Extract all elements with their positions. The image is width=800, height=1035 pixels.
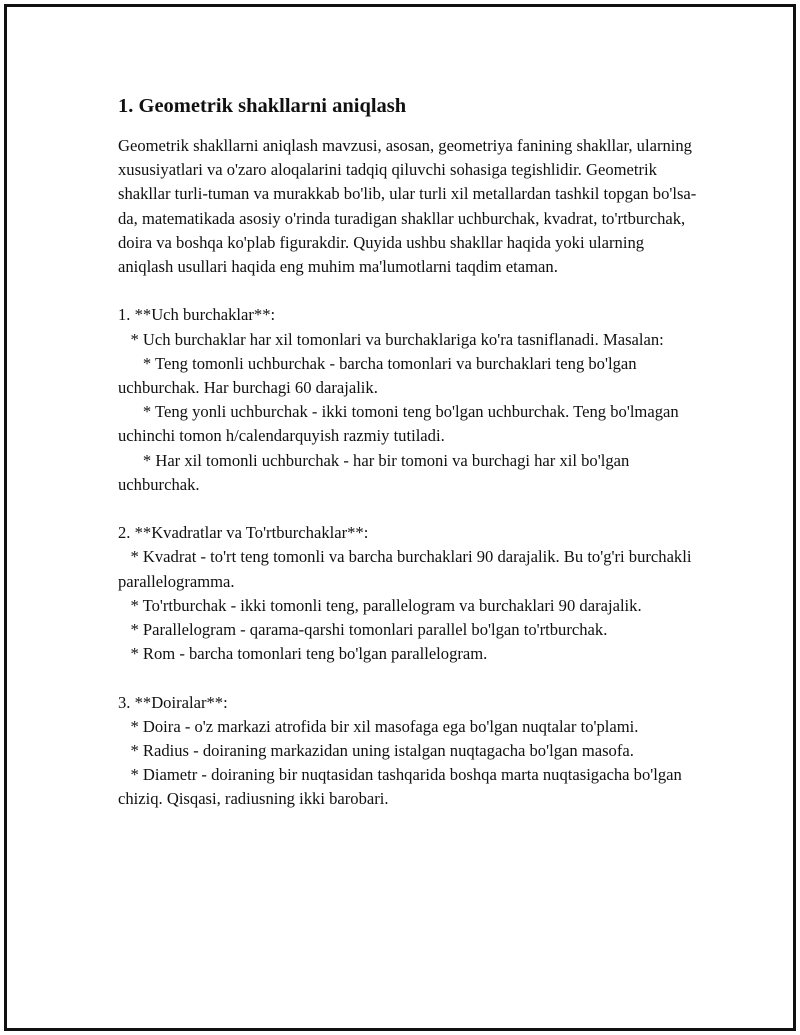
section-squares-rectangles: 2. **Kvadratlar va To'rtburchaklar**: * Kvadrat - to'rt teng tomonli va barcha burchaklari 90 darajalik. Bu to'g'ri burchakli parallelogramma. * To'rtburchak - ikki tomonli teng, parallelogram va burchaklari 90 darajalik. * Parallelogram - qarama-qarshi tomonlari parallel bo'lgan to'rtburchak. * Rom - barcha tomonlari teng bo'lgan parallelogram.: [118, 523, 692, 664]
document-body: [118, 92, 698, 812]
document-title: 1. Geometrik shakllarni aniqlash: [118, 95, 407, 117]
section-triangles: 1. **Uch burchaklar**: * Uch burchaklar har xil tomonlari va burchaklariga ko'ra tasniflanadi. Masalan: * Teng tomonli uchburchak - barcha tomonlari va burchaklari teng bo'lgan uchburchak. Har burchagi 60 darajalik. * Teng yonli uchburchak - ikki tomoni teng bo'lgan uchburchak. Teng bo'lmagan uchinchi tomon h/calendarquyish razmiy tutiladi. * Har xil tomonli uchburchak - har bir tomoni va burchagi har xil bo'lgan uchburchak.: [118, 305, 679, 494]
section-circles: 3. **Doiralar**: * Doira - o'z markazi atrofida bir xil masofaga ega bo'lgan nuqtalar to'plami. * Radius - doiraning markazidan uning istalgan nuqtagacha bo'lgan masofa. * Diametr - doiraning bir nuqtasidan tashqarida boshqa marta nuqtasigacha bo'lgan chiziq. Qisqasi, radiusning ikki barobari.: [118, 692, 682, 809]
intro-paragraph: Geometrik shakllarni aniqlash mavzusi, asosan, geometriya fanining shakllar, ularning xususiyatlari va o'zaro aloqalarini tadqiq qiluvchi sohasiga tegishlidir. Geometrik shakllar turli-tuman va murakkab bo'lib, ular turli xil metallardan tashkil topgan bo'lsa-da, matematikada asosiy o'rinda turadigan shakllar uchburchak, kvadrat, to'rtburchak, doira va boshqa ko'plab figurakdir. Quyida ushbu shakllar haqida yoki ularning aniqlash usullari haqida eng muhim ma'lumotlarni taqdim etaman.: [118, 136, 697, 277]
